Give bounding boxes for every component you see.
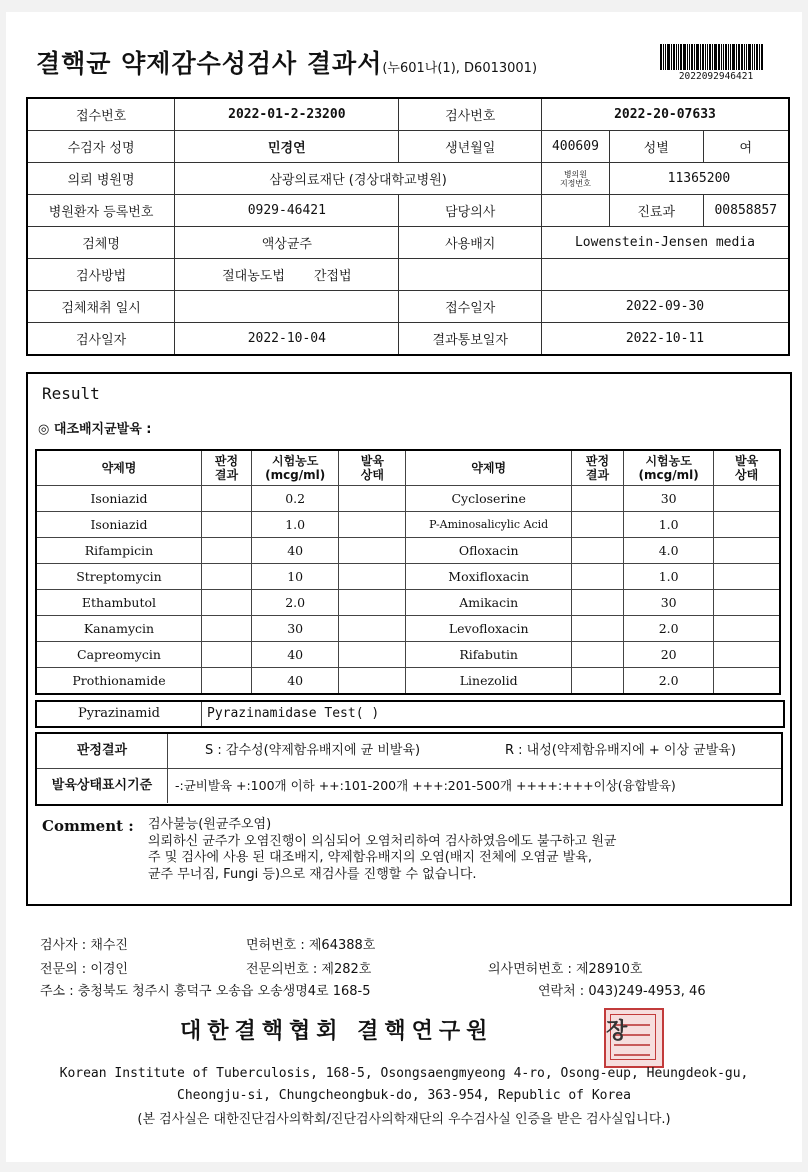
judge-header-1: 판정 (585, 454, 610, 468)
organization-name: 대한결핵협회 결핵연구원 (180, 1019, 494, 1044)
sex-value: 여 (703, 131, 789, 163)
barcode-number: 2022092946421 (678, 71, 754, 82)
hospital-code-label (541, 163, 609, 195)
reg-no: 0929-46421 (175, 195, 399, 227)
right-growth-status (714, 564, 780, 590)
tester-license: 면허번호 : 제64388호 (246, 938, 376, 953)
drug-row (36, 668, 780, 695)
left-growth-status (339, 668, 406, 695)
method-label: 검사방법 (27, 259, 175, 291)
hospital-label: 의뢰 병원명 (27, 163, 175, 195)
growth-header-2: 상태 (360, 468, 384, 482)
right-growth-status (714, 642, 780, 668)
comment-line: 균주 무너짐, Fungi 등)으로 재검사를 진행할 수 없습니다. (148, 866, 477, 882)
birth-label: 생년월일 (399, 131, 542, 163)
empty-cell (541, 259, 789, 291)
hospital-name: 삼광의료재단 (경상대학교병원) (175, 163, 542, 195)
comment-text (148, 817, 778, 883)
hospital-code-label-2: 지정번호 (559, 178, 591, 188)
english-address-line-2: Cheongju-si, Chungcheongbuk-do, 363-954, Republic of Korea (177, 1088, 631, 1103)
patient-name-label: 수검자 성명 (27, 131, 175, 163)
hospital-code-label-1: 병의원 (563, 169, 588, 179)
judge-legend-row (37, 734, 781, 769)
left-growth-status (339, 642, 406, 668)
collect-value (175, 291, 399, 323)
growth-legend: -:균비발육 +:100개 이하 ++:101-200개 +++:201-500개 ++++:+++이상(융합발육) (175, 778, 676, 793)
barcode-bar (694, 44, 695, 70)
left-drug-name: Kanamycin (36, 616, 201, 642)
left-test-conc: 2.0 (252, 590, 339, 616)
barcode-bar (730, 44, 731, 70)
empty-cell (399, 259, 542, 291)
right-drug-name: Levofloxacin (406, 616, 571, 642)
comment-line: 의뢰하신 균주가 오염진행이 의심되어 오염처리하여 검사하였음에도 불구하고 원균 (148, 833, 617, 849)
judge-header-1: 판정 (214, 454, 239, 468)
right-drug-name: Amikacin (406, 590, 571, 616)
right-judge-result (571, 538, 623, 564)
barcode (660, 44, 772, 82)
drug-row (36, 642, 780, 668)
patient-name: 민경연 (175, 131, 399, 163)
right-growth-status (714, 590, 780, 616)
left-growth-status (339, 564, 406, 590)
conc-header-1: 시험농도 (271, 454, 319, 468)
left-test-conc: 40 (252, 668, 339, 695)
left-drug-name: Isoniazid (36, 486, 201, 512)
drug-table (35, 449, 781, 695)
barcode-bar (687, 44, 688, 70)
right-growth-status (714, 486, 780, 512)
doctor-label: 담당의사 (399, 195, 542, 227)
receipt-no-label: 접수번호 (27, 98, 175, 131)
conc-header-2: (mcg/ml) (265, 468, 326, 482)
right-test-conc: 2.0 (624, 616, 714, 642)
barcode-bar (696, 44, 699, 70)
comment-line: 주 및 검사에 사용 된 대조배지, 약제함유배지의 오염(배지 전체에 오염균 발육, (148, 850, 592, 865)
right-test-conc: 4.0 (624, 538, 714, 564)
barcode-bar (667, 44, 670, 70)
barcode-bar (721, 44, 722, 70)
certification-note: (본 검사실은 대한진단검사의학회/진단검사의학재단의 우수검사실 인증을 받은 검사실입니다.) (137, 1112, 671, 1127)
barcode-bar (725, 44, 727, 70)
drug-table-header (36, 450, 780, 486)
tester: 검사자 : 채수진 (40, 938, 128, 953)
barcode-bar (676, 44, 677, 70)
barcode-bar (759, 44, 760, 70)
dept-label: 진료과 (609, 195, 703, 227)
growth-legend-label: 발육상태표시기준 (37, 769, 168, 803)
test-date: 2022-10-04 (175, 323, 399, 356)
growth-header-2: 상태 (735, 468, 759, 482)
barcode-bar (671, 44, 672, 70)
barcode-bar (705, 44, 706, 70)
drug-row (36, 590, 780, 616)
conc-header-2: (mcg/ml) (638, 468, 699, 482)
specimen-label: 검체명 (27, 227, 175, 259)
left-judge-result (201, 564, 251, 590)
control-growth-label: ◎ 대조배지균발육 : (38, 422, 152, 437)
drug-row (36, 538, 780, 564)
barcode-bar (744, 44, 745, 70)
test-date-label: 검사일자 (27, 323, 175, 356)
left-drug-name: Isoniazid (36, 512, 201, 538)
left-drug-name: Ethambutol (36, 590, 201, 616)
right-test-conc: 1.0 (624, 564, 714, 590)
barcode-bar (752, 44, 753, 70)
doctor-name (541, 195, 609, 227)
left-drug-name: Streptomycin (36, 564, 201, 590)
right-judge-result (571, 590, 623, 616)
left-growth-status (339, 486, 406, 512)
report-date-label: 결과통보일자 (399, 323, 542, 356)
right-drug-name: Moxifloxacin (406, 564, 571, 590)
growth-header (714, 450, 780, 486)
method-indirect: 간접법 (313, 269, 352, 284)
pyrazinamide-row (35, 700, 785, 728)
lab-address: 주소 : 충청북도 청주시 흥덕구 오송읍 오송생명4로 168-5 (40, 984, 371, 999)
lab-contact: 연락처 : 043)249-4953, 46 (538, 984, 706, 999)
barcode-bar (723, 44, 724, 70)
barcode-bar (691, 44, 693, 70)
reg-no-label: 병원환자 등록번호 (27, 195, 175, 227)
receipt-date-label: 접수일자 (399, 291, 542, 323)
barcode-bar (736, 44, 737, 70)
judge-header (571, 450, 623, 486)
barcode-bar (680, 44, 682, 70)
drug-row (36, 486, 780, 512)
left-drug-name: Prothionamide (36, 668, 201, 695)
left-test-conc: 1.0 (252, 512, 339, 538)
legend-box (35, 732, 783, 806)
right-judge-result (571, 486, 623, 512)
barcode-bar (709, 44, 711, 70)
barcode-bar (660, 44, 662, 70)
right-judge-result (571, 512, 623, 538)
right-test-conc: 30 (624, 486, 714, 512)
pyrazinamidase-test: Pyrazinamidase Test( ) (207, 706, 380, 721)
dept-value: 00858857 (703, 195, 789, 227)
left-judge-result (201, 590, 251, 616)
right-test-conc: 30 (624, 590, 714, 616)
growth-header (339, 450, 406, 486)
barcode-bar (746, 44, 747, 70)
barcode-bar (761, 44, 763, 70)
left-test-conc: 30 (252, 616, 339, 642)
left-drug-name: Rifampicin (36, 538, 201, 564)
report-date: 2022-10-11 (541, 323, 789, 356)
right-drug-name: Ofloxacin (406, 538, 571, 564)
left-test-conc: 0.2 (252, 486, 339, 512)
left-judge-result (201, 616, 251, 642)
right-drug-name: Rifabutin (406, 642, 571, 668)
title-text: 결핵균 약제감수성검사 결과서 (36, 49, 383, 78)
right-drug-name: P-Aminosalicylic Acid (406, 512, 571, 538)
right-judge-result (571, 616, 623, 642)
barcode-bar (741, 44, 743, 70)
right-test-conc: 2.0 (624, 668, 714, 695)
specialist-number: 전문의번호 : 제282호 (246, 962, 372, 977)
growth-header-1: 발육 (735, 454, 759, 468)
judge-header-2: 결과 (214, 468, 239, 482)
pyrazinamide-label: Pyrazinamid (37, 702, 202, 726)
drug-row (36, 512, 780, 538)
comment-label: Comment : (42, 817, 134, 835)
judge-header-2: 결과 (585, 468, 610, 482)
barcode-bar (707, 44, 708, 70)
barcode-bar (689, 44, 690, 70)
left-judge-result (201, 538, 251, 564)
barcode-bar (665, 44, 666, 70)
seal-char: 장 (606, 1019, 628, 1044)
right-drug-name: Cycloserine (406, 486, 571, 512)
right-judge-result (571, 564, 623, 590)
right-judge-result (571, 668, 623, 695)
test-no-label: 검사번호 (399, 98, 542, 131)
barcode-bar (700, 44, 701, 70)
specimen-value: 액상균주 (175, 227, 399, 259)
left-growth-status (339, 512, 406, 538)
left-test-conc: 40 (252, 538, 339, 564)
receipt-date: 2022-09-30 (541, 291, 789, 323)
method-value (175, 259, 399, 291)
result-section (26, 372, 792, 906)
receipt-no: 2022-01-2-23200 (175, 98, 399, 131)
right-growth-status (714, 616, 780, 642)
right-growth-status (714, 538, 780, 564)
barcode-bar (718, 44, 720, 70)
conc-header (252, 450, 339, 486)
english-address-line-1: Korean Institute of Tuberculosis, 168-5, Osongsaengmyeong 4-ro, Osong-eup, Heungdeok-gu, (59, 1066, 749, 1081)
barcode-bar (728, 44, 729, 70)
barcode-bar (702, 44, 704, 70)
judge-legend-s: S : 감수성(약제함유배지에 균 비발육) (205, 743, 421, 758)
birth-date: 400609 (541, 131, 609, 163)
barcode-bars (660, 44, 772, 70)
barcode-bar (732, 44, 735, 70)
title-code: (누601나(1), D6013001) (382, 61, 538, 76)
hospital-code: 11365200 (609, 163, 789, 195)
drug-header: 약제명 (36, 450, 201, 486)
report-title (36, 44, 537, 80)
conc-header-1: 시험농도 (645, 454, 692, 468)
sex-label: 성별 (609, 131, 703, 163)
right-test-conc: 20 (624, 642, 714, 668)
left-drug-name: Capreomycin (36, 642, 201, 668)
conc-header (624, 450, 714, 486)
barcode-bar (673, 44, 675, 70)
left-growth-status (339, 616, 406, 642)
right-growth-status (714, 668, 780, 695)
patient-info-table (26, 97, 790, 356)
right-drug-name: Linezolid (406, 668, 571, 695)
left-test-conc: 10 (252, 564, 339, 590)
barcode-bar (756, 44, 758, 70)
left-test-conc: 40 (252, 642, 339, 668)
left-growth-status (339, 590, 406, 616)
right-growth-status (714, 512, 780, 538)
seal-line (614, 1054, 650, 1056)
growth-header-1: 발육 (360, 454, 384, 468)
collect-label: 검체채취 일시 (27, 291, 175, 323)
drug-row (36, 564, 780, 590)
comment-line: 검사불능(원균주오염) (148, 817, 272, 832)
right-judge-result (571, 642, 623, 668)
barcode-bar (748, 44, 751, 70)
drug-row (36, 616, 780, 642)
left-judge-result (201, 642, 251, 668)
test-no: 2022-20-07633 (541, 98, 789, 131)
specialist: 전문의 : 이경인 (40, 962, 128, 977)
growth-legend-row (37, 769, 781, 803)
barcode-bar (738, 44, 740, 70)
judge-legend-label: 판정결과 (37, 734, 168, 768)
left-growth-status (339, 538, 406, 564)
method-absolute: 절대농도법 (222, 269, 285, 284)
doctor-license: 의사면허번호 : 제28910호 (488, 962, 643, 977)
left-judge-result (201, 486, 251, 512)
judge-header (201, 450, 251, 486)
barcode-bar (663, 44, 664, 70)
right-test-conc: 1.0 (624, 512, 714, 538)
barcode-bar (683, 44, 686, 70)
medium-value: Lowenstein-Jensen media (541, 227, 789, 259)
judge-legend-r: R : 내성(약제함유배지에 + 이상 균발육) (505, 743, 736, 758)
result-title: Result (42, 384, 100, 403)
barcode-bar (712, 44, 713, 70)
left-judge-result (201, 668, 251, 695)
barcode-bar (678, 44, 679, 70)
left-judge-result (201, 512, 251, 538)
barcode-bar (754, 44, 755, 70)
drug-header: 약제명 (406, 450, 571, 486)
medium-label: 사용배지 (399, 227, 542, 259)
barcode-bar (714, 44, 717, 70)
